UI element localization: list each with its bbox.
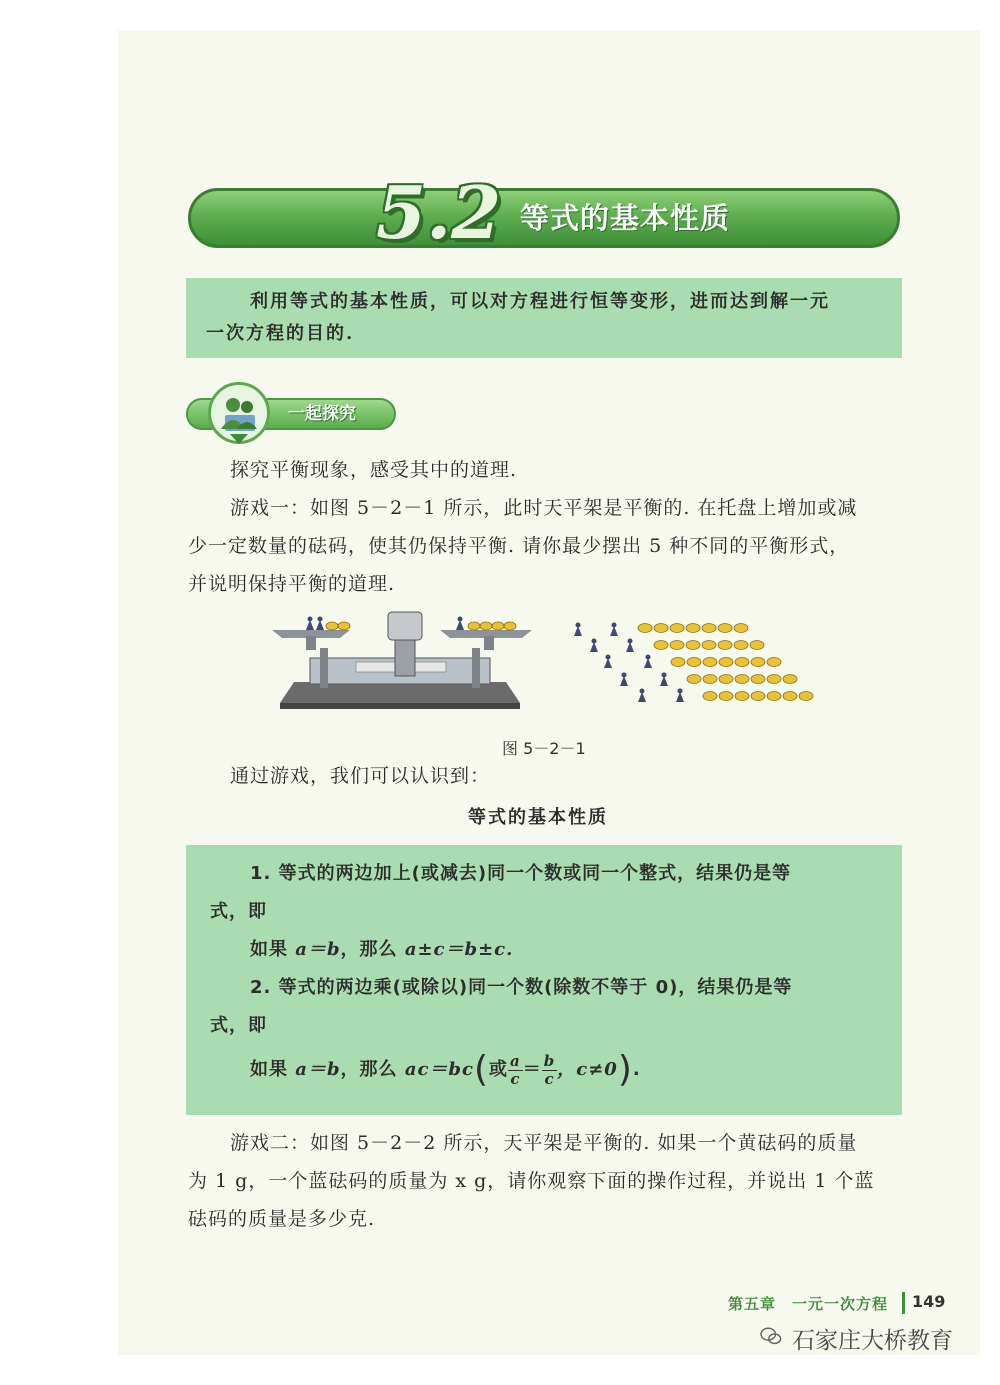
game2-line-2: 为 1 g，一个蓝砝码的质量为 x g，请你观察下面的操作过程，并说出 1 个蓝 (188, 1170, 875, 1192)
intro-box (186, 278, 902, 358)
game1-line-1: 游戏一：如图 5－2－1 所示，此时天平架是平衡的. 在托盘上增加或减 (230, 497, 858, 519)
property-2-formula: 如果 a＝b，那么 ac＝bc(或 $\frac{a}{c}$ ＝ $\frac{b}{c}$ ，c≠0). (250, 1049, 641, 1090)
explore-arrow-icon (230, 434, 248, 444)
fraction-b-over-c: $\frac{b}{c}$ (543, 1051, 556, 1088)
game1-line-3: 并说明保持平衡的道理. (188, 573, 396, 595)
explore-intro-text: 探究平衡现象，感受其中的道理. (230, 459, 518, 481)
balance-figure (270, 608, 830, 718)
conclusion-lead: 通过游戏，我们可以认识到： (230, 765, 491, 787)
watermark-text: 石家庄大桥教育 (792, 1328, 953, 1354)
explore-label: 一起探究 (288, 404, 356, 424)
loose-blue-weights (574, 623, 684, 703)
figure-caption: 图 5－2－1 (502, 739, 586, 758)
right-pan-weights (456, 617, 464, 631)
game1-line-2: 少一定数量的砝码，使其仍保持平衡. 请你最少摆出 5 种不同的平衡形式， (188, 535, 850, 557)
intro-line-1: 利用等式的基本性质，可以对方程进行恒等变形，进而达到解一元 (250, 291, 830, 312)
property-2-line-2: 式，即 (210, 1015, 267, 1036)
loose-yellow-weights (638, 624, 813, 701)
left-pan-weights (306, 617, 324, 631)
property-2-line-1: 2. 等式的两边乘(或除以)同一个数(除数不等于 0)，结果仍是等 (250, 977, 793, 998)
properties-heading: 等式的基本性质 (468, 807, 608, 828)
properties-box (186, 845, 902, 1115)
wechat-icon (760, 1326, 782, 1346)
game2-line-3: 砝码的质量是多少克. (188, 1208, 376, 1230)
property-1-line-2: 式，即 (210, 901, 267, 922)
chapter-footer: 第五章 一元一次方程 (728, 1295, 889, 1313)
property-1-formula: 如果 a＝b，那么 a±c＝b±c. (250, 939, 514, 960)
page-number: 149 (912, 1292, 946, 1311)
section-number: 5.2 (376, 170, 502, 255)
intro-line-2: 一次方程的目的. (206, 323, 355, 344)
property-1-line-1: 1. 等式的两边加上(或减去)同一个数或同一个整式，结果仍是等 (250, 863, 792, 884)
section-title: 等式的基本性质 (520, 201, 731, 235)
game2-line-1: 游戏二：如图 5－2－2 所示，天平架是平衡的. 如果一个黄砝码的质量 (230, 1132, 858, 1154)
footer-divider (902, 1292, 905, 1314)
fraction-a-over-c: $\frac{a}{c}$ (510, 1051, 521, 1088)
